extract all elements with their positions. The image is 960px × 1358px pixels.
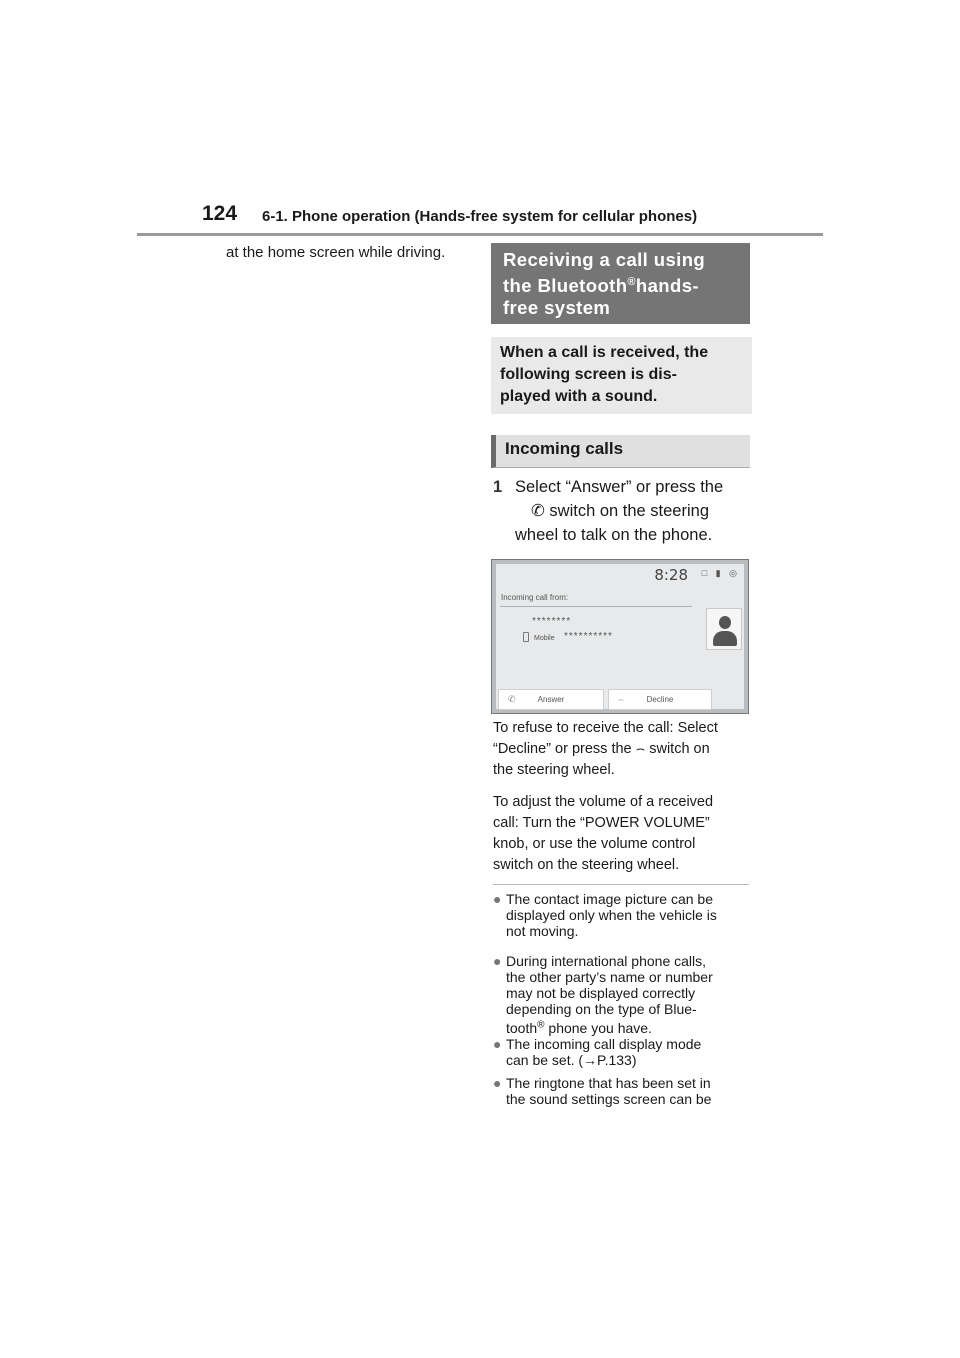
step-line-2 (493, 499, 753, 523)
avatar-head (719, 616, 731, 629)
bullet-icon: ● (493, 1075, 502, 1091)
p1-line-2 (493, 739, 755, 760)
note-2-line-4: depending on the type of Blue- (506, 1001, 697, 1017)
p1-line-1: To refuse to receive the call: Select (493, 720, 718, 736)
step-line-1: Select “Answer” or press the (515, 478, 724, 496)
heading-line-2 (503, 271, 738, 297)
clock: 8:28 (654, 566, 688, 584)
hangup-icon: ⌢ (618, 694, 624, 704)
note-4-line-2: the sound settings screen can be (506, 1091, 712, 1107)
step-1 (493, 475, 753, 547)
intro-box (491, 337, 752, 414)
status-icons: □ ▮ ◎ (701, 568, 740, 578)
section-heading (491, 243, 750, 324)
p1-line-3: the steering wheel. (493, 762, 615, 778)
mobile-label: Mobile (534, 635, 555, 642)
answer-button[interactable] (498, 689, 604, 710)
section-title: 6-1. Phone operation (Hands-free system for cellular phones) (262, 208, 698, 225)
avatar-body (713, 631, 737, 646)
registered-mark: ® (537, 1019, 545, 1031)
note-2-line-1: During international phone calls, (506, 953, 707, 969)
p2-line-2: call: Turn the “POWER VOLUME” (493, 815, 710, 831)
note-contact-image (493, 891, 753, 939)
decline-button[interactable] (608, 689, 712, 710)
page-number: 124 (202, 202, 238, 225)
refuse-call-paragraph (493, 718, 755, 781)
note-display-mode (493, 1036, 753, 1068)
answer-phone-icon: ✆ (508, 694, 516, 704)
p1-line-2a: “Decline” or press the (493, 741, 636, 757)
note-3-line-1: The incoming call display mode (506, 1036, 702, 1052)
bullet-icon: ● (493, 1036, 502, 1052)
note-1-line-3: not moving. (506, 923, 579, 939)
caller-number: ********** (564, 631, 613, 642)
intro-line-2: following screen is dis- (500, 366, 677, 383)
note-ringtone (493, 1075, 753, 1107)
step-number: 1 (493, 478, 503, 496)
note-2-line-2: the other party’s name or number (506, 969, 713, 985)
continued-text: at the home screen while driving. (226, 244, 446, 261)
decline-label: Decline (646, 695, 674, 704)
header-divider (137, 233, 823, 236)
answer-label: Answer (537, 695, 565, 704)
p2-line-4: switch on the steering wheel. (493, 857, 680, 873)
heading-hands: hands- (635, 275, 699, 297)
caller-name: ******** (532, 616, 572, 627)
notes-divider (493, 884, 749, 885)
phone-icon: ✆ (531, 502, 545, 520)
note-3-line-2[interactable]: can be set. (→P.133) (506, 1052, 637, 1068)
heading-line-1: Receiving a call using (503, 249, 706, 270)
note-2-line-3: may not be displayed correctly (506, 985, 696, 1001)
note-2-phone: phone you have. (544, 1020, 652, 1036)
note-1-line-2: displayed only when the vehicle is (506, 907, 717, 923)
incoming-call-label: Incoming call from: (501, 593, 569, 602)
note-4-line-1: The ringtone that has been set in (506, 1075, 711, 1091)
screen-body (496, 564, 744, 709)
incoming-divider (500, 606, 692, 607)
heading-bluetooth: the Bluetooth (503, 275, 628, 297)
bullet-icon: ● (493, 953, 502, 969)
note-2-tooth: tooth (506, 1020, 538, 1036)
p1-line-2b: switch on (645, 741, 710, 757)
contact-avatar (706, 608, 742, 650)
note-international-calls (493, 953, 753, 1036)
registered-mark: ® (627, 276, 636, 288)
hangup-icon: ⌢ (635, 741, 646, 757)
incoming-call-screen (491, 559, 749, 714)
note-2-line-5 (506, 1020, 753, 1036)
p2-line-3: knob, or use the volume control (493, 836, 696, 852)
incoming-calls-heading: Incoming calls (491, 435, 750, 468)
step-line-2-text: switch on the steering (544, 502, 709, 520)
step-line-3: wheel to talk on the phone. (515, 526, 713, 544)
bullet-icon: ● (493, 891, 502, 907)
intro-line-1: When a call is received, the (500, 344, 709, 361)
mobile-phone-icon (523, 632, 529, 642)
p2-line-1: To adjust the volume of a received (493, 794, 714, 810)
note-1-line-1: The contact image picture can be (506, 891, 714, 907)
volume-paragraph (493, 792, 755, 876)
heading-line-3: free system (503, 297, 611, 319)
intro-line-3: played with a sound. (500, 388, 658, 405)
